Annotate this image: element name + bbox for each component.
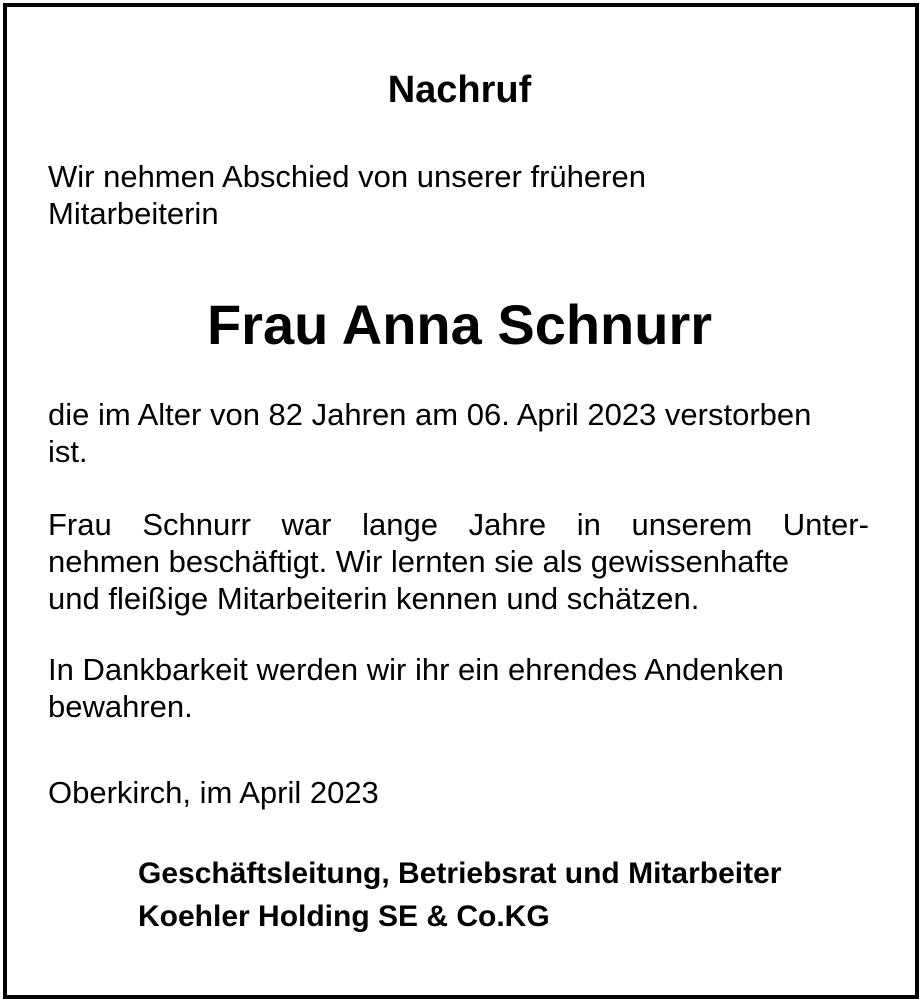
career-word: Schnurr [142,507,251,542]
signature-line-2: Koehler Holding SE & Co.KG [138,900,550,933]
intro-line-2: Mitarbeiterin [48,196,219,231]
death-line-1: die im Alter von 82 Jahren am 06. April 2023 verstorben [48,397,812,432]
place-date: Oberkirch, im April 2023 [48,775,379,810]
career-line-3: und fleißige Mitarbeiterin kennen und schätzen. [48,581,700,616]
career-word: unserem [631,507,753,542]
signature-line-1: Geschäftsleitung, Betriebsrat und Mitarbeiter [138,857,782,890]
gratitude-text [48,651,869,725]
intro-text [48,158,869,232]
career-word: Frau [48,507,112,542]
obituary-border [3,3,919,999]
career-line-1 [48,506,869,543]
intro-line-1: Wir nehmen Abschied von unserer früheren [48,159,646,194]
gratitude-line-1: In Dankbarkeit werden wir ihr ein ehrendes Andenken [48,652,784,687]
career-line-2: nehmen beschäftigt. Wir lernten sie als gewissenhafte [48,544,789,579]
deceased-name: Frau Anna Schnurr [206,293,713,356]
career-word: in [576,507,601,542]
gratitude-line-2: bewahren. [48,689,193,724]
career-word: lange [362,507,438,542]
death-text [48,396,869,470]
career-word: Unter- [782,507,869,542]
career-word: war [281,507,332,542]
obituary-heading: Nachruf [387,69,532,111]
death-line-2: ist. [48,434,88,469]
career-text [48,506,869,617]
career-word: Jahre [468,507,547,542]
